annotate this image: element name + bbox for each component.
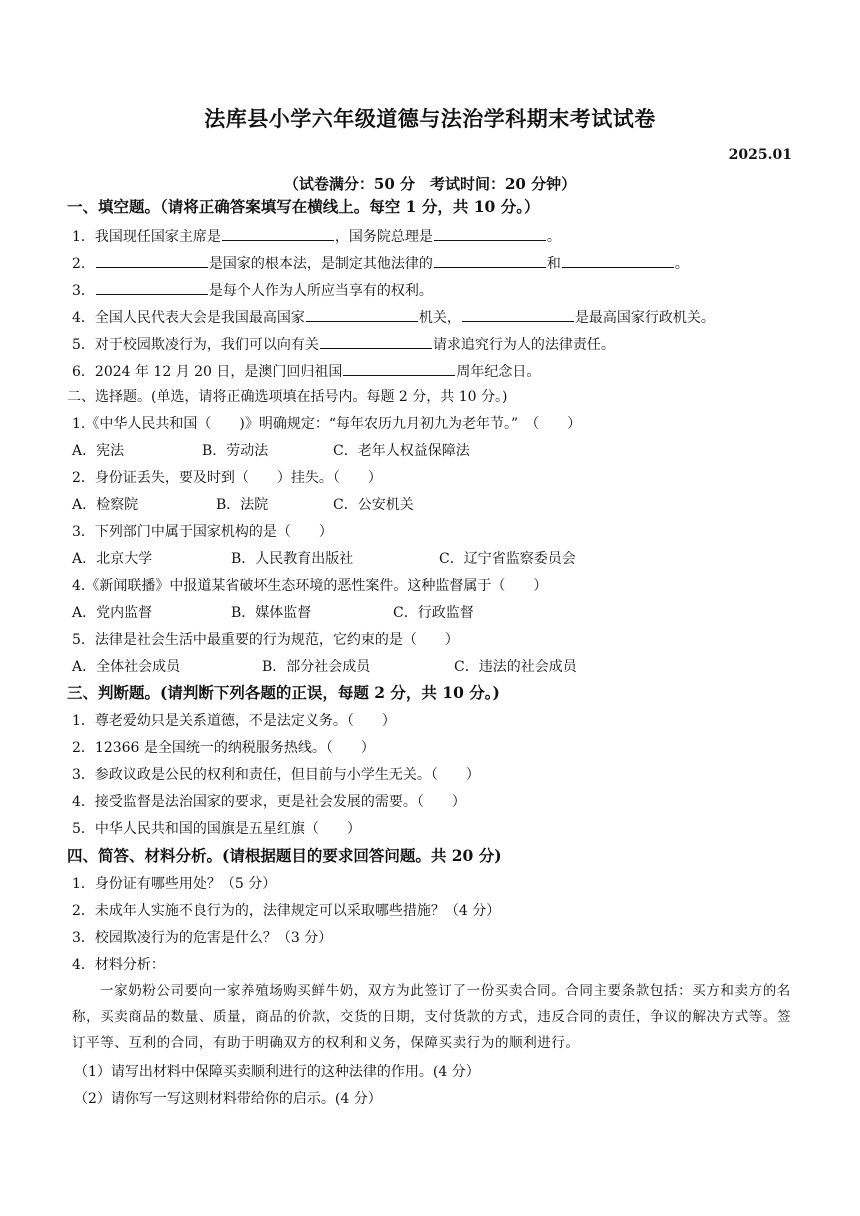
judge-question: 2．12366 是全国统一的纳税服务热线。（ ） (72, 740, 375, 756)
choice-option-a[interactable]: A．检察院 (72, 497, 139, 513)
answer-blank[interactable] (306, 307, 418, 322)
fill-question-4 (72, 307, 715, 327)
choice-option-b[interactable]: B．部分社会成员 (262, 659, 371, 675)
short-answer-question: 1．身份证有哪些用处？（5 分） (72, 876, 277, 892)
q-text: 。 (546, 229, 561, 245)
judge-question: 4．接受监督是法治国家的要求，更是社会发展的需要。（ ） (72, 794, 466, 810)
answer-blank[interactable] (562, 253, 674, 268)
choice-option-b[interactable]: B．劳动法 (202, 443, 269, 459)
choice-question-5: 5．法律是社会生活中最重要的行为规范，它约束的是（ ） (72, 632, 459, 648)
fill-question-2 (72, 253, 689, 273)
q-text: 5．对于校园欺凌行为，我们可以向有关 (72, 337, 319, 353)
q-text: 4．全国人民代表大会是我国最高国家 (72, 310, 305, 326)
answer-blank[interactable] (434, 226, 546, 241)
q-text: 是每个人作为人所应当享有的权利。 (208, 283, 433, 299)
q-text: 1．我国现任国家主席是 (72, 229, 221, 245)
fill-question-5 (72, 334, 615, 354)
choice-question-4: 4.《新闻联播》中报道某省破坏生态环境的恶性案件。这种监督属于（ ） (72, 578, 548, 594)
choice-question-3: 3．下列部门中属于国家机构的是（ ） (72, 524, 333, 540)
q-text: 和 (546, 256, 561, 272)
exam-subtitle: （试卷满分：50 分 考试时间：20 分钟） (283, 175, 577, 193)
q-text: 请求追究行为人的法律责任。 (432, 337, 615, 353)
fill-question-6 (72, 361, 540, 381)
choice-option-c[interactable]: C．行政监督 (393, 605, 474, 621)
q-text: 是最高国家行政机关。 (574, 310, 715, 326)
q-text: 周年纪念日。 (456, 364, 541, 380)
answer-blank[interactable] (96, 280, 208, 295)
section2-heading: 二、选择题。(单选，请将正确选项填在括号内。每题 2 分，共 10 分。) (67, 389, 508, 405)
choice-option-c[interactable]: C．公安机关 (333, 497, 414, 513)
material-sub-question: （2）请你写一写这则材料带给你的启示。(4 分） (74, 1091, 382, 1107)
q-text: 机关， (418, 310, 461, 326)
section1-heading: 一、填空题。（请将正确答案填写在横线上。每空 1 分，共 10 分。） (67, 197, 540, 216)
choice-option-b[interactable]: B．媒体监督 (231, 605, 312, 621)
choice-option-b[interactable]: B．人民教育出版社 (231, 551, 354, 567)
short-answer-question: 3．校园欺凌行为的危害是什么？（3 分） (72, 930, 333, 946)
page-title: 法库县小学六年级道德与法治学科期末考试试卷 (204, 106, 656, 131)
q-text: ，国务院总理是 (334, 229, 433, 245)
choice-option-a[interactable]: A．北京大学 (72, 551, 153, 567)
judge-question: 1．尊老爱幼只是关系道德，不是法定义务。（ ） (72, 713, 396, 729)
choice-option-c[interactable]: C．违法的社会成员 (454, 659, 577, 675)
answer-blank[interactable] (320, 334, 432, 349)
answer-blank[interactable] (343, 361, 455, 376)
fill-question-3 (72, 280, 433, 300)
fill-question-1 (72, 226, 561, 246)
choice-option-c[interactable]: C．老年人权益保障法 (333, 443, 470, 459)
material-paragraph: 一家奶粉公司要向一家养殖场购买鲜牛奶，双方为此签订了一份买卖合同。合同主要条款包括：买方和卖方的名称，买卖商品的数量、质量，商品的价款，交货的日期，支付货款的方式，违反合同的责任，争议的解决方式等。签订平等、互利的合同，有助于明确双方的权利和义务，保障买卖行为的顺利进行。 (72, 983, 792, 1051)
choice-option-c[interactable]: C．辽宁省监察委员会 (439, 551, 576, 567)
choice-question-2: 2．身份证丢失，要及时到（ ）挂失。（ ） (72, 470, 382, 486)
choice-question-1: 1.《中华人民共和国（ )》明确规定：“每年农历九月初九为老年节。” （ ） (72, 416, 582, 432)
judge-question: 5．中华人民共和国的国旗是五星红旗（ ） (72, 821, 361, 837)
choice-option-b[interactable]: B．法院 (216, 497, 269, 513)
material-sub-question: （1）请写出材料中保障买卖顺利进行的这种法律的作用。(4 分） (74, 1064, 480, 1080)
answer-blank[interactable] (434, 253, 546, 268)
short-answer-question: 4．材料分析： (72, 957, 165, 973)
answer-blank[interactable] (222, 226, 334, 241)
section3-heading: 三、判断题。(请判断下列各题的正误，每题 2 分，共 10 分。) (67, 683, 500, 702)
choice-option-a[interactable]: A．宪法 (72, 443, 125, 459)
answer-blank[interactable] (96, 253, 208, 268)
exam-date: 2025.01 (728, 147, 792, 163)
q-text: 。 (674, 256, 689, 272)
q-text: 2． (72, 256, 95, 272)
answer-blank[interactable] (462, 307, 574, 322)
q-text: 3． (72, 283, 95, 299)
q-text: 6．2024 年 12 月 20 日，是澳门回归祖国 (72, 364, 343, 380)
judge-question: 3．参政议政是公民的权利和责任，但目前与小学生无关。（ ） (72, 767, 480, 783)
choice-option-a[interactable]: A．全体社会成员 (72, 659, 181, 675)
q-text: 是国家的根本法，是制定其他法律的 (208, 256, 433, 272)
short-answer-question: 2．未成年人实施不良行为的，法律规定可以采取哪些措施？（4 分） (72, 903, 501, 919)
choice-option-a[interactable]: A．党内监督 (72, 605, 153, 621)
section4-heading: 四、简答、材料分析。(请根据题目的要求回答问题。共 20 分) (67, 846, 502, 865)
